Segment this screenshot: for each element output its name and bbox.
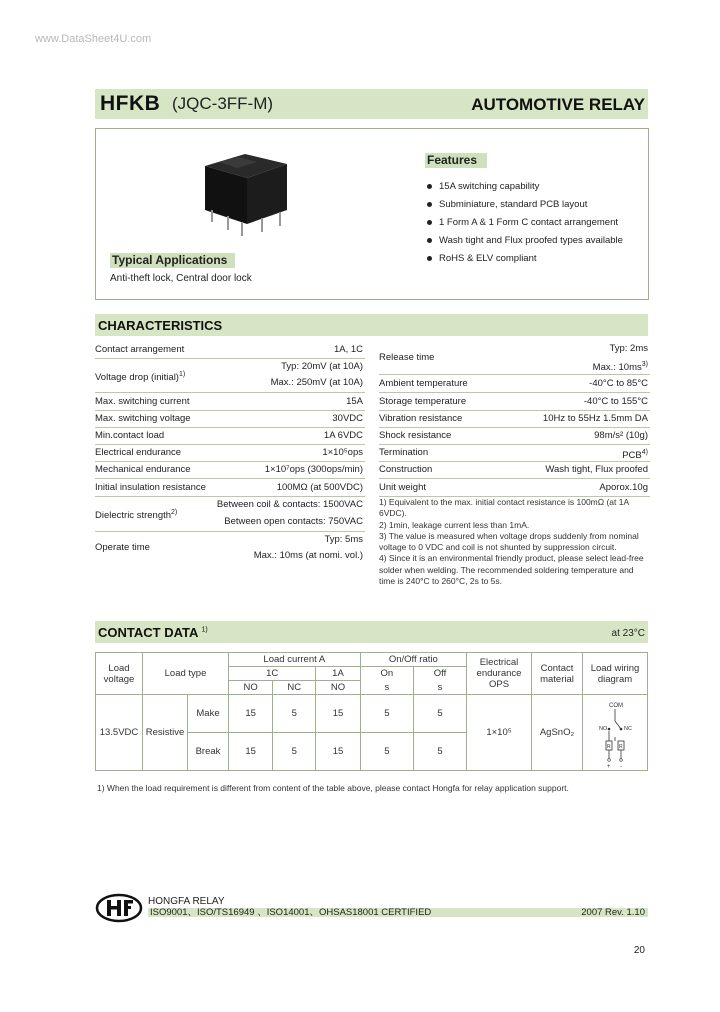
row-type: Resistive (143, 695, 188, 771)
header-load-voltage: Load voltage (96, 653, 143, 695)
break-value: 5 (360, 733, 413, 771)
char-label: Ambient temperature (379, 378, 468, 389)
header-material: Contact material (532, 653, 583, 695)
char-row (95, 410, 365, 428)
char-label: Max. switching voltage (95, 413, 191, 424)
char-label: Mechanical endurance (95, 464, 191, 475)
header-elec: Electrical endurance OPS (467, 653, 532, 695)
header-nc: NC (273, 681, 316, 695)
char-value: Max.: 10ms (at nomi. vol.) (253, 550, 363, 561)
char-label: Vibration resistance (379, 413, 463, 424)
char-row (379, 479, 650, 497)
char-value: 10Hz to 55Hz 1.5mm DA (542, 413, 648, 424)
char-row (95, 341, 365, 359)
break-value: 15 (316, 733, 360, 771)
row-break: Break (188, 733, 229, 771)
row-material: AgSnO₂ (532, 695, 583, 771)
header-s2: s (414, 681, 467, 695)
char-label: Termination (379, 447, 429, 458)
char-value: 30VDC (332, 413, 363, 424)
relay-product-image (205, 146, 290, 238)
char-value: PCB$^{4)}$ (622, 449, 648, 462)
note: 2) 1min, leakage current less than 1mA. (379, 519, 530, 530)
diagram-com: COM (609, 702, 623, 709)
char-row (379, 444, 650, 462)
char-value: Between coil & contacts: 1500VAC (216, 499, 363, 510)
row-make: Make (188, 695, 229, 733)
char-row (95, 461, 365, 479)
char-row (95, 359, 365, 393)
char-row (95, 496, 365, 532)
contact-footnote: 1) When the load requirement is different from content of the table above, please contact Hongfa for relay application support. (97, 783, 569, 793)
note: 4) Since it is an environmental friendly product, please select lead-free solder when welding. The recommended soldering temperature and time is 240°C to 260°C, 2s to 5s. (379, 553, 644, 587)
char-row (379, 375, 650, 393)
char-label: Max. switching current (95, 396, 190, 407)
char-label: Voltage drop (initial)$^{1)}$ (95, 371, 186, 384)
header-no2: NO (316, 681, 360, 695)
diagram-plus: + (607, 763, 611, 769)
char-label: Min.contact load (95, 430, 165, 441)
char-value: Typ: 2ms (609, 343, 648, 354)
company-name: HONGFA RELAY (148, 896, 225, 907)
header-1a: 1A (316, 667, 360, 681)
header-load-type: Load type (143, 653, 229, 695)
header-onoff: On/Off ratio (360, 653, 466, 667)
char-value: -40°C to 85°C (589, 378, 648, 389)
char-value: 100MΩ (at 500VDC) (276, 482, 363, 493)
feature-item: 15A switching capability (425, 178, 623, 196)
header-1c: 1C (229, 667, 316, 681)
features-heading: Features (425, 153, 487, 168)
applications-heading: Typical Applications (110, 253, 235, 268)
feature-item: 1 Form A & 1 Form C contact arrangement (425, 214, 623, 232)
char-row (95, 427, 365, 445)
header-no: NO (229, 681, 273, 695)
note: 1) Equivalent to the max. initial contact resistance is 100mΩ (at 1A 6VDC). (379, 497, 629, 519)
char-label: Contact arrangement (95, 344, 185, 355)
char-row (379, 427, 650, 445)
row-endurance: 1×10⁵ (467, 695, 532, 771)
char-label: Operate time (95, 542, 150, 553)
contact-data-table (95, 652, 648, 771)
char-row (95, 479, 365, 497)
feature-item: RoHS & ELV compliant (425, 250, 623, 268)
char-value: 1×10⁷ops (300ops/min) (264, 464, 363, 475)
char-value: Max.: 250mV (at 10A) (270, 377, 363, 388)
model-name: HFKB (100, 92, 161, 115)
certifications: ISO9001、ISO/TS16949 、ISO14001、OHSAS18001 CERTIFIED (150, 907, 432, 918)
feature-item: Wash tight and Flux proofed types available (425, 232, 623, 250)
wiring-diagram (587, 697, 643, 769)
char-label: Dielectric strength$^{2)}$ (95, 509, 178, 522)
model-sub: (JQC-3FF-M) (172, 94, 274, 113)
char-row (95, 532, 365, 565)
char-value: 98m/s² (10g) (594, 430, 648, 441)
hongfa-logo (95, 893, 143, 923)
feature-item: Subminiature, standard PCB layout (425, 196, 623, 214)
char-value: Between open contacts: 750VAC (224, 516, 363, 527)
features-list (425, 178, 623, 268)
char-value: Wash tight, Flux proofed (545, 464, 648, 475)
char-row (379, 341, 650, 375)
char-label: Construction (379, 464, 433, 475)
char-label: Storage temperature (379, 396, 467, 407)
contact-data-temp: at 23°C (611, 628, 645, 639)
char-value: Typ: 5ms (324, 534, 363, 545)
contact-data-title: CONTACT DATA $^{1)}$ (98, 625, 208, 640)
characteristics-notes (379, 497, 651, 587)
char-row (379, 461, 650, 479)
diagram-nc: NC (624, 725, 632, 732)
header-on: On (360, 667, 413, 681)
page-number: 20 (633, 945, 645, 956)
char-label: Shock resistance (379, 430, 452, 441)
diagram-minus: - (620, 763, 622, 769)
char-row (95, 444, 365, 462)
char-value: Aporox.10g (599, 482, 648, 493)
header-s1: s (360, 681, 413, 695)
diagram-r2: R (619, 743, 623, 750)
char-value: -40°C to 155°C (583, 396, 648, 407)
char-value: 1A, 1C (333, 344, 363, 355)
char-value: Typ: 20mV (at 10A) (281, 361, 363, 372)
header-wiring: Load wiring diagram (583, 653, 648, 695)
revision: 2007 Rev. 1.10 (581, 907, 645, 918)
char-row (95, 393, 365, 411)
make-value: 5 (360, 695, 413, 733)
char-value: Max.: $10ms^{3)}$ (592, 361, 648, 374)
char-value: 1A 6VDC (323, 430, 363, 441)
row-voltage: 13.5VDC (96, 695, 143, 771)
note: 3) The value is measured when voltage drops suddenly from nominal voltage to 0 VDC and coil is not shunted by suppression circuit. (379, 530, 639, 553)
header-off: Off (414, 667, 467, 681)
char-value: 15A (346, 396, 363, 407)
applications-text: Anti-theft lock, Central door lock (110, 273, 252, 284)
char-label: Unit weight (379, 482, 426, 493)
break-value: 5 (273, 733, 316, 771)
char-label: Electrical endurance (95, 447, 182, 458)
make-value: 15 (316, 695, 360, 733)
diagram-no: NO (599, 725, 608, 732)
diagram-r1: R (607, 743, 611, 750)
break-value: 5 (414, 733, 467, 771)
wiring-diagram-cell (583, 695, 648, 771)
make-value: 5 (414, 695, 467, 733)
char-label: Initial insulation resistance (95, 482, 206, 493)
watermark: www.DataSheet4U.com (35, 33, 152, 45)
char-label: Release time (379, 352, 435, 363)
char-row (379, 393, 650, 411)
break-value: 15 (229, 733, 273, 771)
make-value: 15 (229, 695, 273, 733)
char-value: 1×10⁵ops (322, 447, 363, 458)
page-category: AUTOMOTIVE RELAY (471, 95, 645, 114)
header-load-current: Load current A (229, 653, 361, 667)
characteristics-title: CHARACTERISTICS (98, 318, 223, 333)
make-value: 5 (273, 695, 316, 733)
char-row (379, 410, 650, 428)
